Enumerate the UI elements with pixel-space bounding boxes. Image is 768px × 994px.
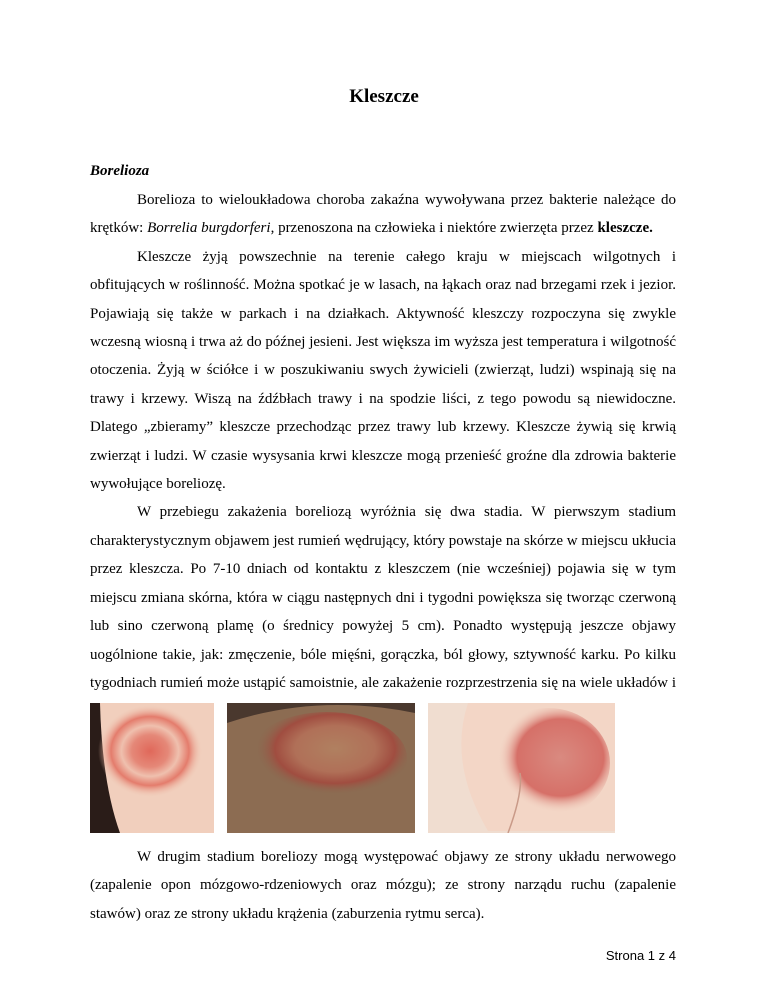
paragraph-1: [90, 186, 676, 243]
paragraph-2: Kleszcze żyją powszechnie na terenie całego kraju w miejscach wilgotnych i obfitujących w roślinność. Można spotkać je w lasach, na łąkach oraz nad brzegami rzek i jezior. Pojawiają się także w parkach i na działkach. Aktywność kleszczy rozpoczyna się zwykle wczesną wiosną i trwa aż do późnej jesieni. Jest większa im wyższa jest temperatura i wilgotność otoczenia. Żyją w ściółce i w poszukiwaniu swych żywicieli (zwierząt, ludzi) wspinają się na trawy i krzewy. Wiszą na źdźbłach trawy i na spodzie liści, z tego powodu są niewidoczne. Dlatego „zbieramy” kleszcze przechodząc przez trawy lub krzewy. Kleszcze żywią się krwią zwierząt i ludzi. W czasie wysysania krwi kleszcze mogą przenieść groźne dla zdrowia bakterie wywołujące boreliozę.: [90, 248, 676, 493]
rash-photo-buttock: [428, 703, 615, 833]
lower-text: [90, 843, 676, 928]
rash-photo-leg: [227, 703, 415, 833]
page-number: Strona 1 z 4: [605, 948, 676, 963]
rash-photo-arm: [90, 703, 214, 833]
paragraph-3: W przebiegu zakażenia boreliozą wyróżnia się dwa stadia. W pierwszym stadium charakterystycznym objawem jest rumień wędrujący, który powstaje na skórze w miejscu ukłucia przez kleszcza. Po 7-10 dniach od kontaktu z kleszczem (nie wcześniej) pojawia się w tym miejscu zmiana skórna, która w ciągu następnych dni i tygodni powiększa się tworząc czerwoną lub sino czerwoną plamę (o średnicy powyżej 5 cm). Ponadto występują jeszcze objawy uogólnione takie, jak: zmęczenie, bóle mięśni, gorączka, ból głowy, sztywność karku. Po kilku tygodniach rumień może ustąpić samoistnie, ale zakażenie rozprzestrzenia się na wiele układów i: [90, 504, 676, 691]
paragraph-1-text-b: , przenoszona na człowieka i niektóre zwierzęta przez: [270, 220, 598, 237]
rash-photos: [90, 703, 676, 833]
paragraph-1-text-a: Borelioza to wieloukładowa choroba zakaźna wywoływana przez bakterie należące do krętków:: [90, 192, 676, 237]
bacteria-name: Borrelia burgdorferi: [147, 220, 271, 237]
paragraph-1-bold: kleszcze.: [597, 220, 653, 237]
main-text: [90, 186, 676, 726]
section-heading: Borelioza: [90, 163, 150, 179]
document-title: Kleszcze: [349, 86, 419, 107]
paragraph-4: W drugim stadium boreliozy mogą występować objawy ze strony układu nerwowego (zapalenie opon mózgowo-rdzeniowych oraz mózgu); ze strony narządu ruchu (zapalenie stawów) oraz ze strony układu krążenia (zaburzenia rytmu serca).: [90, 849, 676, 922]
